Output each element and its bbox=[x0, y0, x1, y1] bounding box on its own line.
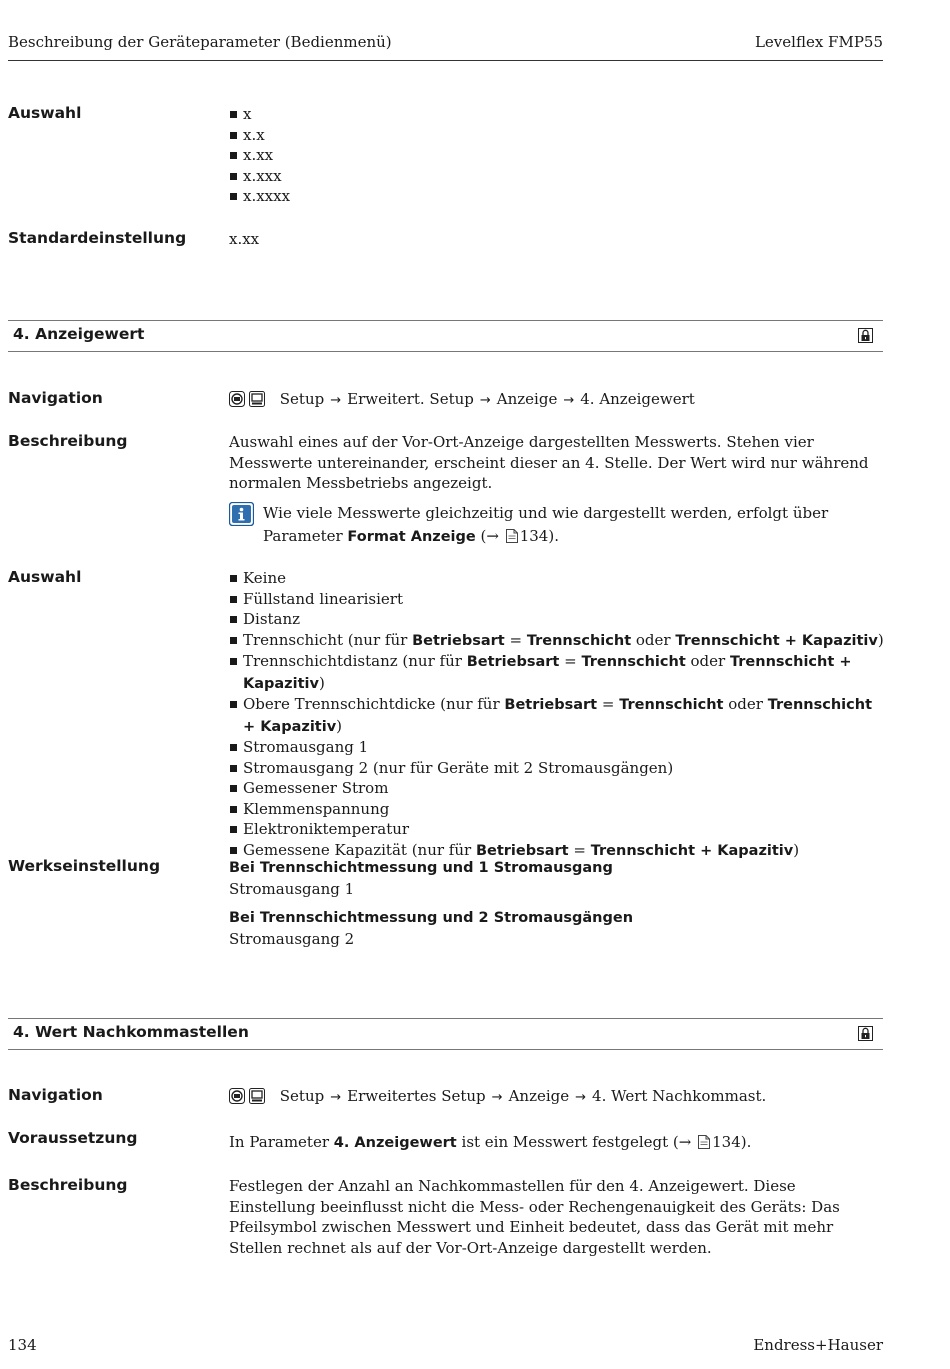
list-item: Obere Trennschichtdicke (nur für Betriebsart = Trennschicht oder Trennschicht + Kapazitiv) bbox=[229, 694, 884, 737]
list-item: Gemessene Kapazität (nur für Betriebsart = Trennschicht + Kapazitiv) bbox=[229, 840, 884, 862]
param-anzeigewert: 4. Anzeigewert bbox=[333, 1135, 457, 1151]
auswahl-label-top: Auswahl bbox=[8, 104, 82, 122]
nav-step: Setup bbox=[279, 390, 325, 408]
param-format-anzeige: Format Anzeige bbox=[347, 529, 476, 545]
werks-value: Stromausgang 1 bbox=[229, 879, 355, 898]
list-item: Gemessener Strom bbox=[229, 778, 884, 799]
section-header-anzeigewert bbox=[8, 320, 883, 352]
footer-brand: Endress+Hauser bbox=[753, 1336, 883, 1354]
list-item: Klemmenspannung bbox=[229, 799, 884, 820]
beschreibung-label: Beschreibung bbox=[8, 1176, 128, 1194]
beschreibung-text: Festlegen der Anzahl an Nachkommastellen für den 4. Anzeigewert. Diese Einstellung beeinflusst nicht die Mess- oder Rechengenauigkeit des Geräts: Das Pfeilsymbol zwischen Messwert und Einheit bedeutet, dass das Gerät mit mehr Stellen rechnet als auf der Vor-Ort-Anzeige dargestellt werden. bbox=[229, 1177, 840, 1257]
page-icon bbox=[506, 529, 518, 543]
list-item: Keine bbox=[229, 568, 884, 589]
running-header-title: Beschreibung der Geräteparameter (Bedienmenü) bbox=[8, 33, 392, 51]
nav-step: Anzeige bbox=[508, 1087, 570, 1105]
werks-heading: Bei Trennschichtmessung und 1 Stromausgang bbox=[229, 860, 613, 876]
list-item: Füllstand linearisiert bbox=[229, 589, 884, 610]
list-item: Distanz bbox=[229, 609, 884, 630]
list-item: x bbox=[229, 104, 884, 125]
nav-step: 4. Anzeigewert bbox=[580, 390, 695, 408]
info-note bbox=[229, 502, 869, 549]
nav-step: Setup bbox=[279, 1087, 325, 1105]
standard-value: x.xx bbox=[229, 230, 260, 248]
running-header bbox=[8, 32, 883, 61]
auswahl-label: Auswahl bbox=[8, 568, 82, 586]
beschreibung-label: Beschreibung bbox=[8, 432, 128, 450]
display-icon bbox=[229, 1088, 245, 1104]
info-icon bbox=[229, 502, 254, 526]
page-icon bbox=[698, 1135, 710, 1149]
nav-step: 4. Wert Nachkommast. bbox=[592, 1087, 767, 1105]
list-item: Elektroniktemperatur bbox=[229, 819, 884, 840]
info-text: Wie viele Messwerte gleichzeitig und wie dargestellt werden, erfolgt über Parameter Format Anzeige (→ 134). bbox=[263, 504, 829, 545]
display-icon bbox=[229, 391, 245, 407]
monitor-icon bbox=[249, 391, 265, 407]
section-title: 4. Anzeigewert bbox=[13, 325, 145, 343]
section-header-wert-nachkommastellen bbox=[8, 1018, 883, 1050]
running-header-product: Levelflex FMP55 bbox=[754, 33, 883, 51]
list-item: Trennschichtdistanz (nur für Betriebsart = Trennschicht oder Trennschicht + Kapazitiv) bbox=[229, 651, 884, 694]
voraussetzung-text: In Parameter 4. Anzeigewert ist ein Messwert festgelegt (→ 134). bbox=[229, 1133, 752, 1151]
nav-step: Erweitertes Setup bbox=[347, 1087, 486, 1105]
werkseinstellung-label: Werkseinstellung bbox=[8, 857, 161, 875]
list-item: x.xxx bbox=[229, 166, 884, 187]
werks-value: Stromausgang 2 bbox=[229, 929, 355, 948]
lock-icon bbox=[858, 328, 873, 343]
werks-heading: Bei Trennschichtmessung und 2 Stromausgängen bbox=[229, 910, 634, 926]
navigation-label: Navigation bbox=[8, 1086, 103, 1104]
list-item: Stromausgang 2 (nur für Geräte mit 2 Stromausgängen) bbox=[229, 758, 884, 779]
nav-step: Erweitert. Setup bbox=[347, 390, 474, 408]
section-title: 4. Wert Nachkommastellen bbox=[13, 1023, 249, 1041]
auswahl-list-top bbox=[229, 104, 884, 207]
navigation-label: Navigation bbox=[8, 389, 103, 407]
nav-step: Anzeige bbox=[496, 390, 558, 408]
voraussetzung-label: Voraussetzung bbox=[8, 1129, 138, 1147]
list-item: Trennschicht (nur für Betriebsart = Trennschicht oder Trennschicht + Kapazitiv) bbox=[229, 630, 884, 652]
lock-icon bbox=[858, 1026, 873, 1041]
list-item: x.x bbox=[229, 125, 884, 146]
list-item: x.xxxx bbox=[229, 186, 884, 207]
page-number: 134 bbox=[8, 1336, 37, 1354]
navigation-path: Setup → Erweitert. Setup → Anzeige → 4. Anzeigewert bbox=[229, 389, 884, 412]
monitor-icon bbox=[249, 1088, 265, 1104]
werkseinstellung-values bbox=[229, 857, 884, 949]
auswahl-list bbox=[229, 568, 884, 861]
standard-label: Standardeinstellung bbox=[8, 229, 187, 247]
beschreibung-text: Auswahl eines auf der Vor-Ort-Anzeige dargestellten Messwerts. Stehen vier Messwerte untereinander, erscheint dieser an 4. Stelle. Der Wert wird nur während normalen Messbetriebs angezeigt. bbox=[229, 433, 869, 492]
list-item: Stromausgang 1 bbox=[229, 737, 884, 758]
list-item: x.xx bbox=[229, 145, 884, 166]
navigation-path: Setup → Erweitertes Setup → Anzeige → 4. Wert Nachkommast. bbox=[229, 1086, 884, 1109]
